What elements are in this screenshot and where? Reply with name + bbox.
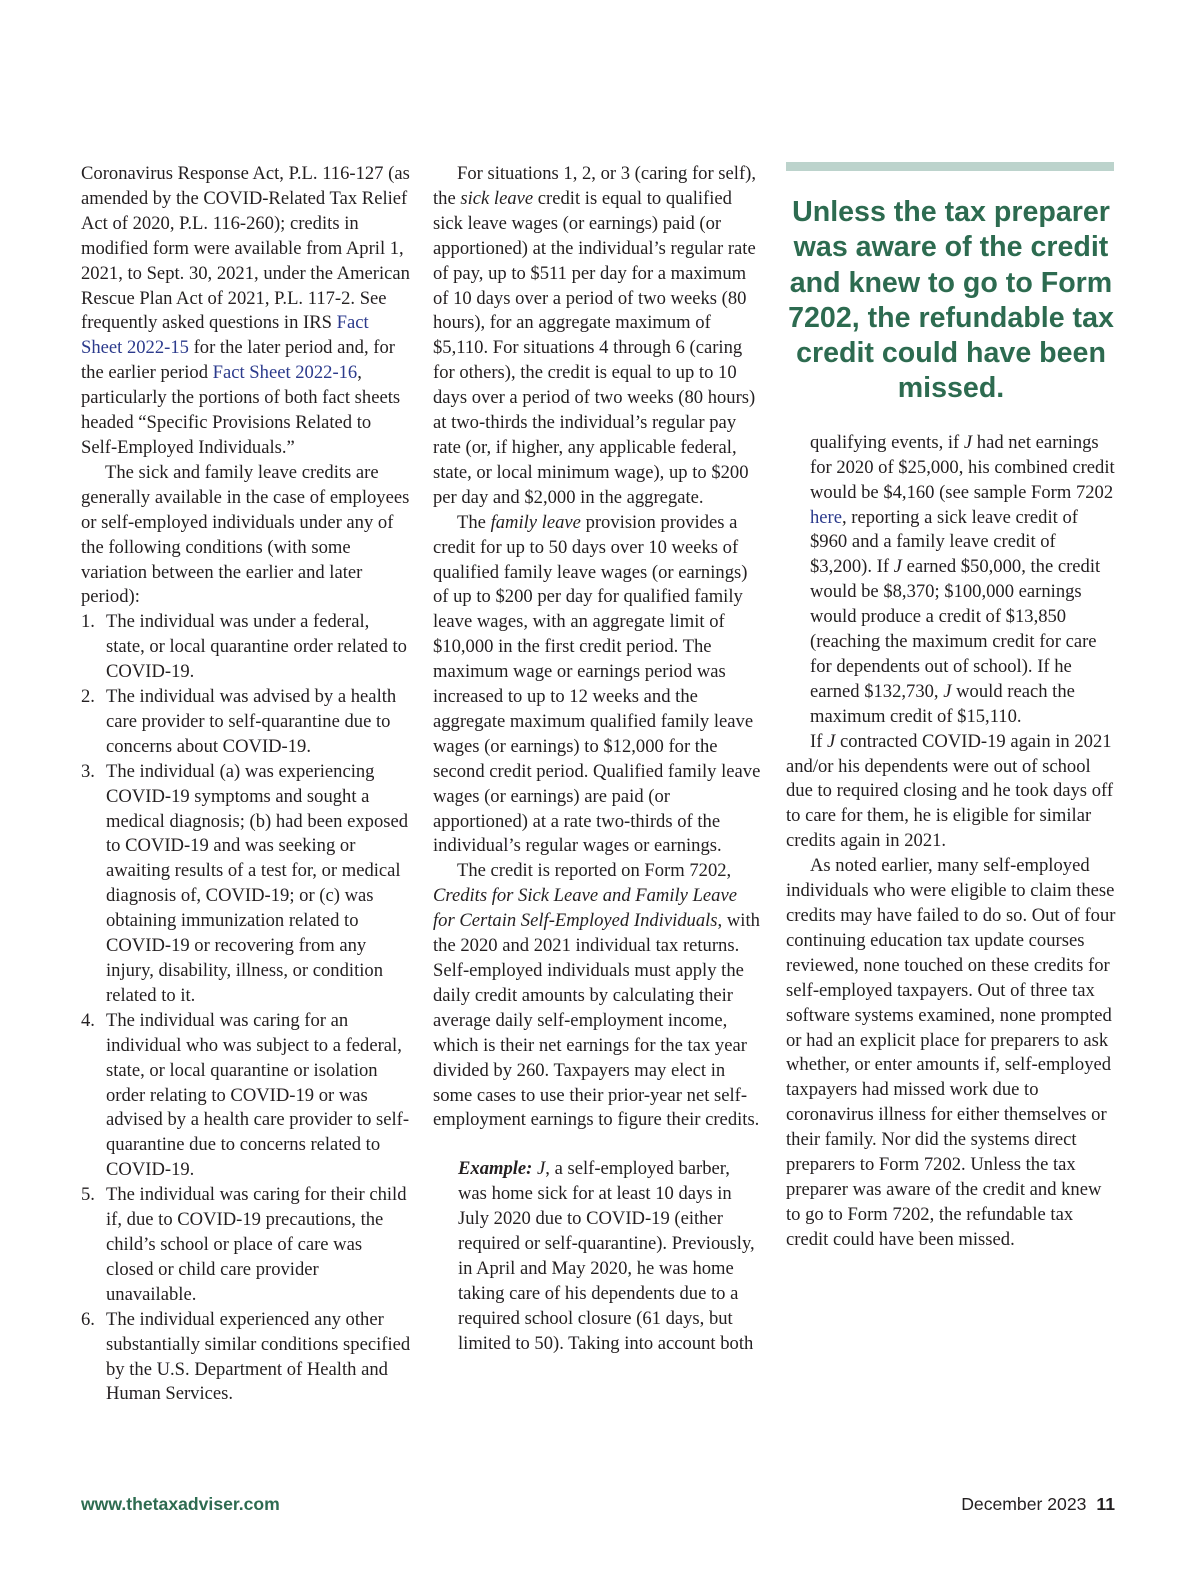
paragraph-sick-leave: For situations 1, 2, or 3 (caring for self), the sick leave credit is equal to qualified sick leave wages (or earnings) paid (or apportioned) at the individual’s regular rate of pay, up to $511 per day for a maximum of 10 days over a period of two weeks (80 hours), for an aggregate maximum of $5,110. For situations 4 through 6 (caring for others), the credit is equal to up to 10 days over a period of two weeks (80 hours) at two-thirds the individual’s regular pay rate (or, if higher, any applicable federal, state, or local minimum wage), up to $200 per day and $2,000 in the aggregate. xyxy=(433,163,756,508)
example-continued-paragraph: qualifying events, if J had net earnings for 2020 of $25,000, his combined credit would be $4,160 (see sample Form 7202 here, reporting a sick leave credit of $960 and a family leave credit of $3,200). If J earned $50,000, the credit would be $8,370; $100,000 earnings would produce a credit of $13,850 (reaching the maximum credit for care for dependents out of school). If he earned $132,730, J would reach the maximum credit of $15,110. xyxy=(810,431,1115,727)
example-continued xyxy=(786,431,1116,730)
column-2 xyxy=(433,162,763,1357)
sample-form-7202-link[interactable]: here xyxy=(810,506,842,528)
column-1 xyxy=(81,162,411,1407)
list-item: 3. The individual (a) was experiencing COVID-19 symptoms and sought a medical diagnosis; (b) had been exposed to COVID-19 and was seeking or awaiting results of a test for, or medical diagnosis of, COVID-19; or (c) was obtaining immunization related to COVID-19 or recovering from any injury, disability, illness, or condition related to it. xyxy=(81,760,409,1006)
paragraph-2021-credits: If J contracted COVID-19 again in 2021 and/or his dependents were out of school due to required closing and he took days off to care for them, he is eligible for similar credits again in 2021. xyxy=(786,730,1114,852)
fact-sheet-2022-16-link[interactable]: Fact Sheet 2022-16 xyxy=(212,362,358,384)
column-3 xyxy=(786,162,1116,1253)
paragraph-conditions-intro: The sick and family leave credits are generally available in the case of employees or self-employed individuals under any of the following conditions (with some variation between the earlier and later period): xyxy=(81,461,410,608)
website-url: www.thetaxadviser.com xyxy=(81,1494,280,1514)
fact-sheet-2022-15-link[interactable]: Fact Sheet 2022-15 xyxy=(81,312,369,359)
paragraph-sources: Coronavirus Response Act, P.L. 116-127 (as amended by the COVID-Related Tax Relief Act of 2020, P.L. 116-260); credits in modified form were available from April 1, 2021, to Sept. 30, 2021, under the American Rescue Plan Act of 2021, P.L. 117-2. See frequently asked questions in IRS Fact Sheet 2022-15 for the later period and, for the earlier period Fact Sheet 2022-16, particularly the portions of both fact sheets headed “Specific Provisions Related to Self-Employed Individuals.” xyxy=(81,163,410,458)
issue-date: December 2023 xyxy=(961,1494,1087,1514)
example-paragraph: Example: J, a self-employed barber, was home sick for at least 10 days in July 2020 due to COVID-19 (either required or self-quarantine). Previously, in April and May 2020, he was home taking care of his dependents due to a required school closure (61 days, but limited to 50). Taking into account both xyxy=(458,1158,755,1354)
list-item: 4. The individual was caring for an individual who was subject to a federal, state, or local quarantine or isolation order relating to COVID-19 or was advised by a health care provider to self-quarantine due to concerns related to COVID-19. xyxy=(81,1009,410,1181)
list-item: 5. The individual was caring for their child if, due to COVID-19 precautions, the child’s school or place of care was closed or child care provider unavailable. xyxy=(81,1184,407,1305)
pullquote: Unless the tax preparer was aware of the credit and knew to go to Form 7202, the refundable tax credit could have been missed. xyxy=(788,196,1114,405)
conditions-list xyxy=(81,610,411,1407)
paragraph-form-7202: The credit is reported on Form 7202, Credits for Sick Leave and Family Leave for Certain Self-Employed Individuals, with the 2020 and 2021 individual tax returns. Self-employed individuals must apply the daily credit amounts by calculating their average daily self-employment income, which is their net earnings for the tax year divided by 260. Taxpayers may elect in some cases to use their prior-year net self-employment earnings to figure their credits. xyxy=(433,860,760,1131)
list-item: 1. The individual was under a federal, state, or local quarantine order related to COVID-19. xyxy=(81,611,407,683)
list-item: 6. The individual experienced any other substantially similar conditions specified by the U.S. Department of Health and Human Services. xyxy=(81,1308,411,1405)
pullquote-rule xyxy=(786,162,1114,171)
page-number: 11 xyxy=(1096,1494,1115,1514)
list-item: 2. The individual was advised by a health care provider to self-quarantine due to concerns about COVID-19. xyxy=(81,686,397,757)
paragraph-conclusion: As noted earlier, many self-employed individuals who were eligible to claim these credits may have failed to do so. Out of four continuing education tax update courses reviewed, none touched on these credits for self-employed taxpayers. Out of three tax software systems examined, none prompted or had an explicit place for preparers to ask whether, or enter amounts if, self-employed taxpayers had missed work due to coronavirus illness for either themselves or their family. Nor did the systems direct preparers to Form 7202. Unless the tax preparer was aware of the credit and knew to go to Form 7202, the refundable tax credit could have been missed. xyxy=(786,855,1116,1250)
paragraph-family-leave: The family leave provision provides a credit for up to 50 days over 10 weeks of qualified family leave wages (or earnings) of up to $200 per day for qualified family leave wages, with an aggregate limit of $10,000 in the first credit period. The maximum wage or earnings period was increased to up to 12 weeks and the aggregate maximum qualified family leave wages (or earnings) to $12,000 for the second credit period. Qualified family leave wages (or earnings) are paid (or apportioned) at a rate two-thirds of the individual’s regular wages or earnings. xyxy=(433,511,761,857)
issue-info xyxy=(961,1494,1115,1515)
